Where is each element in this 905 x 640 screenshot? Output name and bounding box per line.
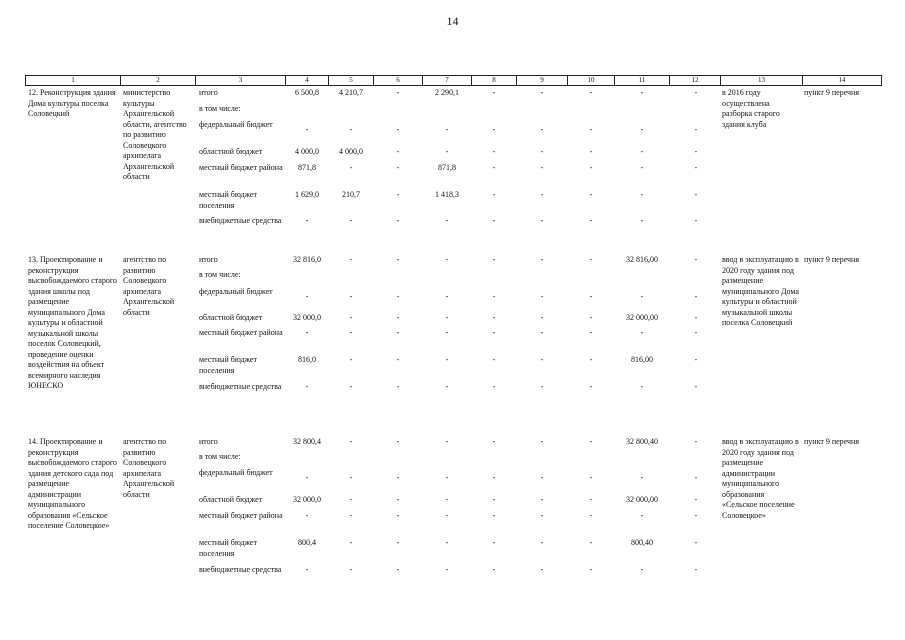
value-cell: - xyxy=(540,565,544,574)
value-cell: - xyxy=(492,216,496,225)
value-cell: - xyxy=(396,292,400,301)
item-name: 14. Проектирование и реконструкция высвобождаемого старого здания детского сада под размещение администрации муниципального образования «Сельское поселение Соловецкое» xyxy=(28,437,117,530)
table-row xyxy=(25,468,881,490)
table-row xyxy=(25,287,881,309)
value-cell: - xyxy=(589,216,593,225)
value-cell: 32 000,0 xyxy=(293,495,321,504)
table-row xyxy=(25,328,881,350)
value-cell: 32 000,00 xyxy=(626,313,658,322)
funding-source-label: местный бюджет района xyxy=(199,511,283,520)
value-cell: - xyxy=(694,313,698,322)
column-header: 3 xyxy=(196,76,286,86)
value-cell: - xyxy=(396,382,400,391)
column-header: 12 xyxy=(670,76,721,86)
value-cell: - xyxy=(589,255,593,264)
value-cell: - xyxy=(492,382,496,391)
value-cell: - xyxy=(445,511,449,520)
funding-source-label: итого xyxy=(199,437,218,446)
value-cell: - xyxy=(305,511,309,520)
value-cell: - xyxy=(694,163,698,172)
value-cell: 871,8 xyxy=(298,163,316,172)
value-cell: - xyxy=(396,355,400,364)
value-cell: - xyxy=(540,355,544,364)
value-cell: - xyxy=(492,355,496,364)
value-cell: - xyxy=(694,538,698,547)
value-cell: - xyxy=(589,473,593,482)
value-cell: - xyxy=(445,125,449,134)
table-row xyxy=(25,565,881,587)
value-cell: - xyxy=(694,255,698,264)
value-cell: - xyxy=(540,190,544,199)
value-cell: - xyxy=(305,565,309,574)
funding-source-label: в том числе: xyxy=(199,270,241,279)
value-cell: - xyxy=(349,473,353,482)
value-cell: - xyxy=(540,125,544,134)
value-cell: - xyxy=(540,216,544,225)
value-cell: 32 000,00 xyxy=(626,495,658,504)
table-row xyxy=(25,382,881,404)
value-cell: - xyxy=(492,473,496,482)
funding-source-label: областной бюджет xyxy=(199,313,263,322)
value-cell: - xyxy=(305,382,309,391)
value-cell: - xyxy=(589,495,593,504)
value-cell: 800,4 xyxy=(298,538,316,547)
value-cell: - xyxy=(640,328,644,337)
value-cell: - xyxy=(589,88,593,97)
value-cell: 32 816,0 xyxy=(293,255,321,264)
value-cell: - xyxy=(492,437,496,446)
funding-source-label: в том числе: xyxy=(199,452,241,461)
expected-result: ввод в эксплуатацию в 2020 году здания под размещение администрации муниципального образования «Сельское поселение Соловецкое» xyxy=(722,437,799,520)
expected-result: в 2016 году осуществлена разборка старого здания клуба xyxy=(722,88,780,129)
column-header: 11 xyxy=(615,76,670,86)
value-cell: - xyxy=(492,328,496,337)
table-row xyxy=(25,163,881,185)
value-cell: - xyxy=(589,538,593,547)
value-cell: - xyxy=(589,382,593,391)
table-row xyxy=(25,190,881,212)
value-cell: - xyxy=(492,538,496,547)
value-cell: - xyxy=(640,473,644,482)
value-cell: - xyxy=(445,382,449,391)
list-reference: пункт 9 перечня xyxy=(804,88,860,97)
value-cell: - xyxy=(349,125,353,134)
value-cell: - xyxy=(540,382,544,391)
value-cell: - xyxy=(589,190,593,199)
value-cell: - xyxy=(492,292,496,301)
funding-source-label: федеральный бюджет xyxy=(199,468,273,477)
value-cell: - xyxy=(540,163,544,172)
list-reference: пункт 9 перечня xyxy=(804,255,860,264)
column-header: 4 xyxy=(286,76,329,86)
value-cell: - xyxy=(349,495,353,504)
funding-source-label: областной бюджет xyxy=(199,495,263,504)
funding-source-label: внебюджетные средства xyxy=(199,216,282,225)
value-cell: - xyxy=(396,511,400,520)
table-row xyxy=(25,511,881,533)
funding-source-label: внебюджетные средства xyxy=(199,382,282,391)
column-header: 9 xyxy=(517,76,568,86)
value-cell: - xyxy=(640,511,644,520)
value-cell: 1 418,3 xyxy=(435,190,459,199)
value-cell: - xyxy=(640,125,644,134)
value-cell: - xyxy=(305,125,309,134)
funding-source-label: местный бюджет района xyxy=(199,328,283,337)
value-cell: - xyxy=(349,565,353,574)
funding-source-label: местный бюджет поселения xyxy=(199,538,257,558)
value-cell: - xyxy=(694,88,698,97)
value-cell: - xyxy=(540,437,544,446)
value-cell: - xyxy=(396,437,400,446)
funding-source-label: местный бюджет района xyxy=(199,163,283,172)
value-cell: 871,8 xyxy=(438,163,456,172)
value-cell: - xyxy=(305,473,309,482)
value-cell: - xyxy=(694,190,698,199)
value-cell: - xyxy=(694,355,698,364)
list-reference: пункт 9 перечня xyxy=(804,437,860,446)
column-header: 6 xyxy=(374,76,423,86)
value-cell: - xyxy=(694,437,698,446)
value-cell: - xyxy=(589,313,593,322)
value-cell: - xyxy=(349,355,353,364)
value-cell: - xyxy=(349,163,353,172)
value-cell: - xyxy=(492,255,496,264)
value-cell: - xyxy=(445,355,449,364)
value-cell: - xyxy=(640,147,644,156)
funding-source-label: областной бюджет xyxy=(199,147,263,156)
value-cell: - xyxy=(396,313,400,322)
value-cell: - xyxy=(349,328,353,337)
value-cell: - xyxy=(694,511,698,520)
value-cell: - xyxy=(540,511,544,520)
value-cell: - xyxy=(305,292,309,301)
column-header: 14 xyxy=(803,76,882,86)
value-cell: - xyxy=(396,163,400,172)
value-cell: - xyxy=(396,565,400,574)
value-cell: - xyxy=(540,473,544,482)
value-cell: - xyxy=(640,190,644,199)
value-cell: - xyxy=(589,565,593,574)
value-cell: 32 816,00 xyxy=(626,255,658,264)
value-cell: - xyxy=(640,382,644,391)
value-cell: - xyxy=(694,216,698,225)
value-cell: - xyxy=(589,292,593,301)
value-cell: - xyxy=(492,313,496,322)
value-cell: - xyxy=(396,495,400,504)
value-cell: - xyxy=(540,255,544,264)
value-cell: - xyxy=(445,437,449,446)
value-cell: - xyxy=(396,88,400,97)
value-cell: 2 290,1 xyxy=(435,88,459,97)
column-header: 10 xyxy=(568,76,615,86)
table-row xyxy=(25,216,881,238)
value-cell: - xyxy=(492,125,496,134)
column-header: 7 xyxy=(423,76,472,86)
value-cell: - xyxy=(640,88,644,97)
value-cell: - xyxy=(640,216,644,225)
executor-name: агентство по развитию Соловецкого архипелага Архангельской области xyxy=(123,437,175,499)
value-cell: 4 000,0 xyxy=(295,147,319,156)
executor-name: министерство культуры Архангельской области, агентство по развитию Соловецкого архипелага Архангельской области xyxy=(123,88,187,181)
value-cell: - xyxy=(445,216,449,225)
value-cell: - xyxy=(589,125,593,134)
item-name: 12. Реконструкция здания Дома культуры поселка Соловецкий xyxy=(28,88,116,118)
value-cell: - xyxy=(540,292,544,301)
value-cell: - xyxy=(349,437,353,446)
table-row xyxy=(25,120,881,142)
value-cell: 816,00 xyxy=(631,355,653,364)
value-cell: - xyxy=(396,147,400,156)
value-cell: - xyxy=(396,190,400,199)
value-cell: - xyxy=(694,473,698,482)
column-header: 8 xyxy=(472,76,517,86)
value-cell: - xyxy=(396,125,400,134)
value-cell: - xyxy=(694,382,698,391)
value-cell: - xyxy=(445,538,449,547)
value-cell: - xyxy=(640,565,644,574)
value-cell: - xyxy=(349,538,353,547)
value-cell: - xyxy=(349,511,353,520)
value-cell: - xyxy=(492,147,496,156)
value-cell: - xyxy=(640,163,644,172)
value-cell: - xyxy=(694,125,698,134)
column-header: 2 xyxy=(121,76,196,86)
value-cell: - xyxy=(492,190,496,199)
value-cell: - xyxy=(589,437,593,446)
value-cell: 1 629,0 xyxy=(295,190,319,199)
value-cell: - xyxy=(445,565,449,574)
value-cell: - xyxy=(589,355,593,364)
value-cell: - xyxy=(492,163,496,172)
column-number-header xyxy=(25,75,882,86)
value-cell: - xyxy=(589,163,593,172)
value-cell: - xyxy=(349,313,353,322)
value-cell: - xyxy=(492,511,496,520)
value-cell: - xyxy=(694,147,698,156)
value-cell: - xyxy=(492,495,496,504)
funding-source-label: местный бюджет поселения xyxy=(199,355,257,375)
funding-source-label: итого xyxy=(199,88,218,97)
value-cell: 32 800,4 xyxy=(293,437,321,446)
value-cell: - xyxy=(445,255,449,264)
value-cell: - xyxy=(694,565,698,574)
value-cell: - xyxy=(694,328,698,337)
value-cell: - xyxy=(694,495,698,504)
value-cell: - xyxy=(492,88,496,97)
value-cell: - xyxy=(540,88,544,97)
item-name: 13. Проектирование и реконструкция высвобождаемого старого здания школы под размещение муниципального Дома культуры и областной музыкальной школы поселок Соловецкий, проведение оценки воздействия на объект всемирного наследия ЮНЕСКО xyxy=(28,255,117,390)
value-cell: - xyxy=(445,147,449,156)
value-cell: 4 000,0 xyxy=(339,147,363,156)
executor-name: агентство по развитию Соловецкого архипелага Архангельской области xyxy=(123,255,175,317)
page-number: 14 xyxy=(446,14,459,28)
value-cell: - xyxy=(349,216,353,225)
value-cell: 32 000,0 xyxy=(293,313,321,322)
funding-source-label: местный бюджет поселения xyxy=(199,190,257,210)
value-cell: - xyxy=(396,216,400,225)
value-cell: - xyxy=(492,565,496,574)
value-cell: - xyxy=(540,328,544,337)
value-cell: - xyxy=(445,473,449,482)
column-header: 13 xyxy=(721,76,803,86)
value-cell: - xyxy=(349,255,353,264)
value-cell: 6 500,8 xyxy=(295,88,319,97)
table-row xyxy=(25,538,881,560)
value-cell: - xyxy=(445,328,449,337)
value-cell: - xyxy=(445,495,449,504)
value-cell: 4 210,7 xyxy=(339,88,363,97)
funding-source-label: внебюджетные средства xyxy=(199,565,282,574)
value-cell: - xyxy=(396,538,400,547)
value-cell: - xyxy=(589,147,593,156)
column-header: 1 xyxy=(26,76,121,86)
value-cell: 800,40 xyxy=(631,538,653,547)
value-cell: - xyxy=(305,328,309,337)
value-cell: - xyxy=(589,328,593,337)
value-cell: - xyxy=(349,292,353,301)
value-cell: - xyxy=(589,511,593,520)
value-cell: - xyxy=(540,313,544,322)
expected-result: ввод в эксплуатацию в 2020 году здания под размещение муниципального Дома культуры и областной музыкальной школы поселка Соловецкий xyxy=(722,255,799,327)
funding-source-label: федеральный бюджет xyxy=(199,287,273,296)
value-cell: 210,7 xyxy=(342,190,360,199)
value-cell: - xyxy=(396,255,400,264)
value-cell: - xyxy=(349,382,353,391)
value-cell: - xyxy=(305,216,309,225)
value-cell: - xyxy=(540,147,544,156)
value-cell: - xyxy=(445,292,449,301)
table-row xyxy=(25,355,881,377)
value-cell: - xyxy=(396,328,400,337)
funding-source-label: федеральный бюджет xyxy=(199,120,273,129)
funding-source-label: в том числе: xyxy=(199,104,241,113)
value-cell: 32 800,40 xyxy=(626,437,658,446)
value-cell: - xyxy=(396,473,400,482)
value-cell: - xyxy=(540,538,544,547)
value-cell: 816,0 xyxy=(298,355,316,364)
column-header: 5 xyxy=(329,76,374,86)
funding-source-label: итого xyxy=(199,255,218,264)
value-cell: - xyxy=(540,495,544,504)
value-cell: - xyxy=(445,313,449,322)
value-cell: - xyxy=(640,292,644,301)
value-cell: - xyxy=(694,292,698,301)
